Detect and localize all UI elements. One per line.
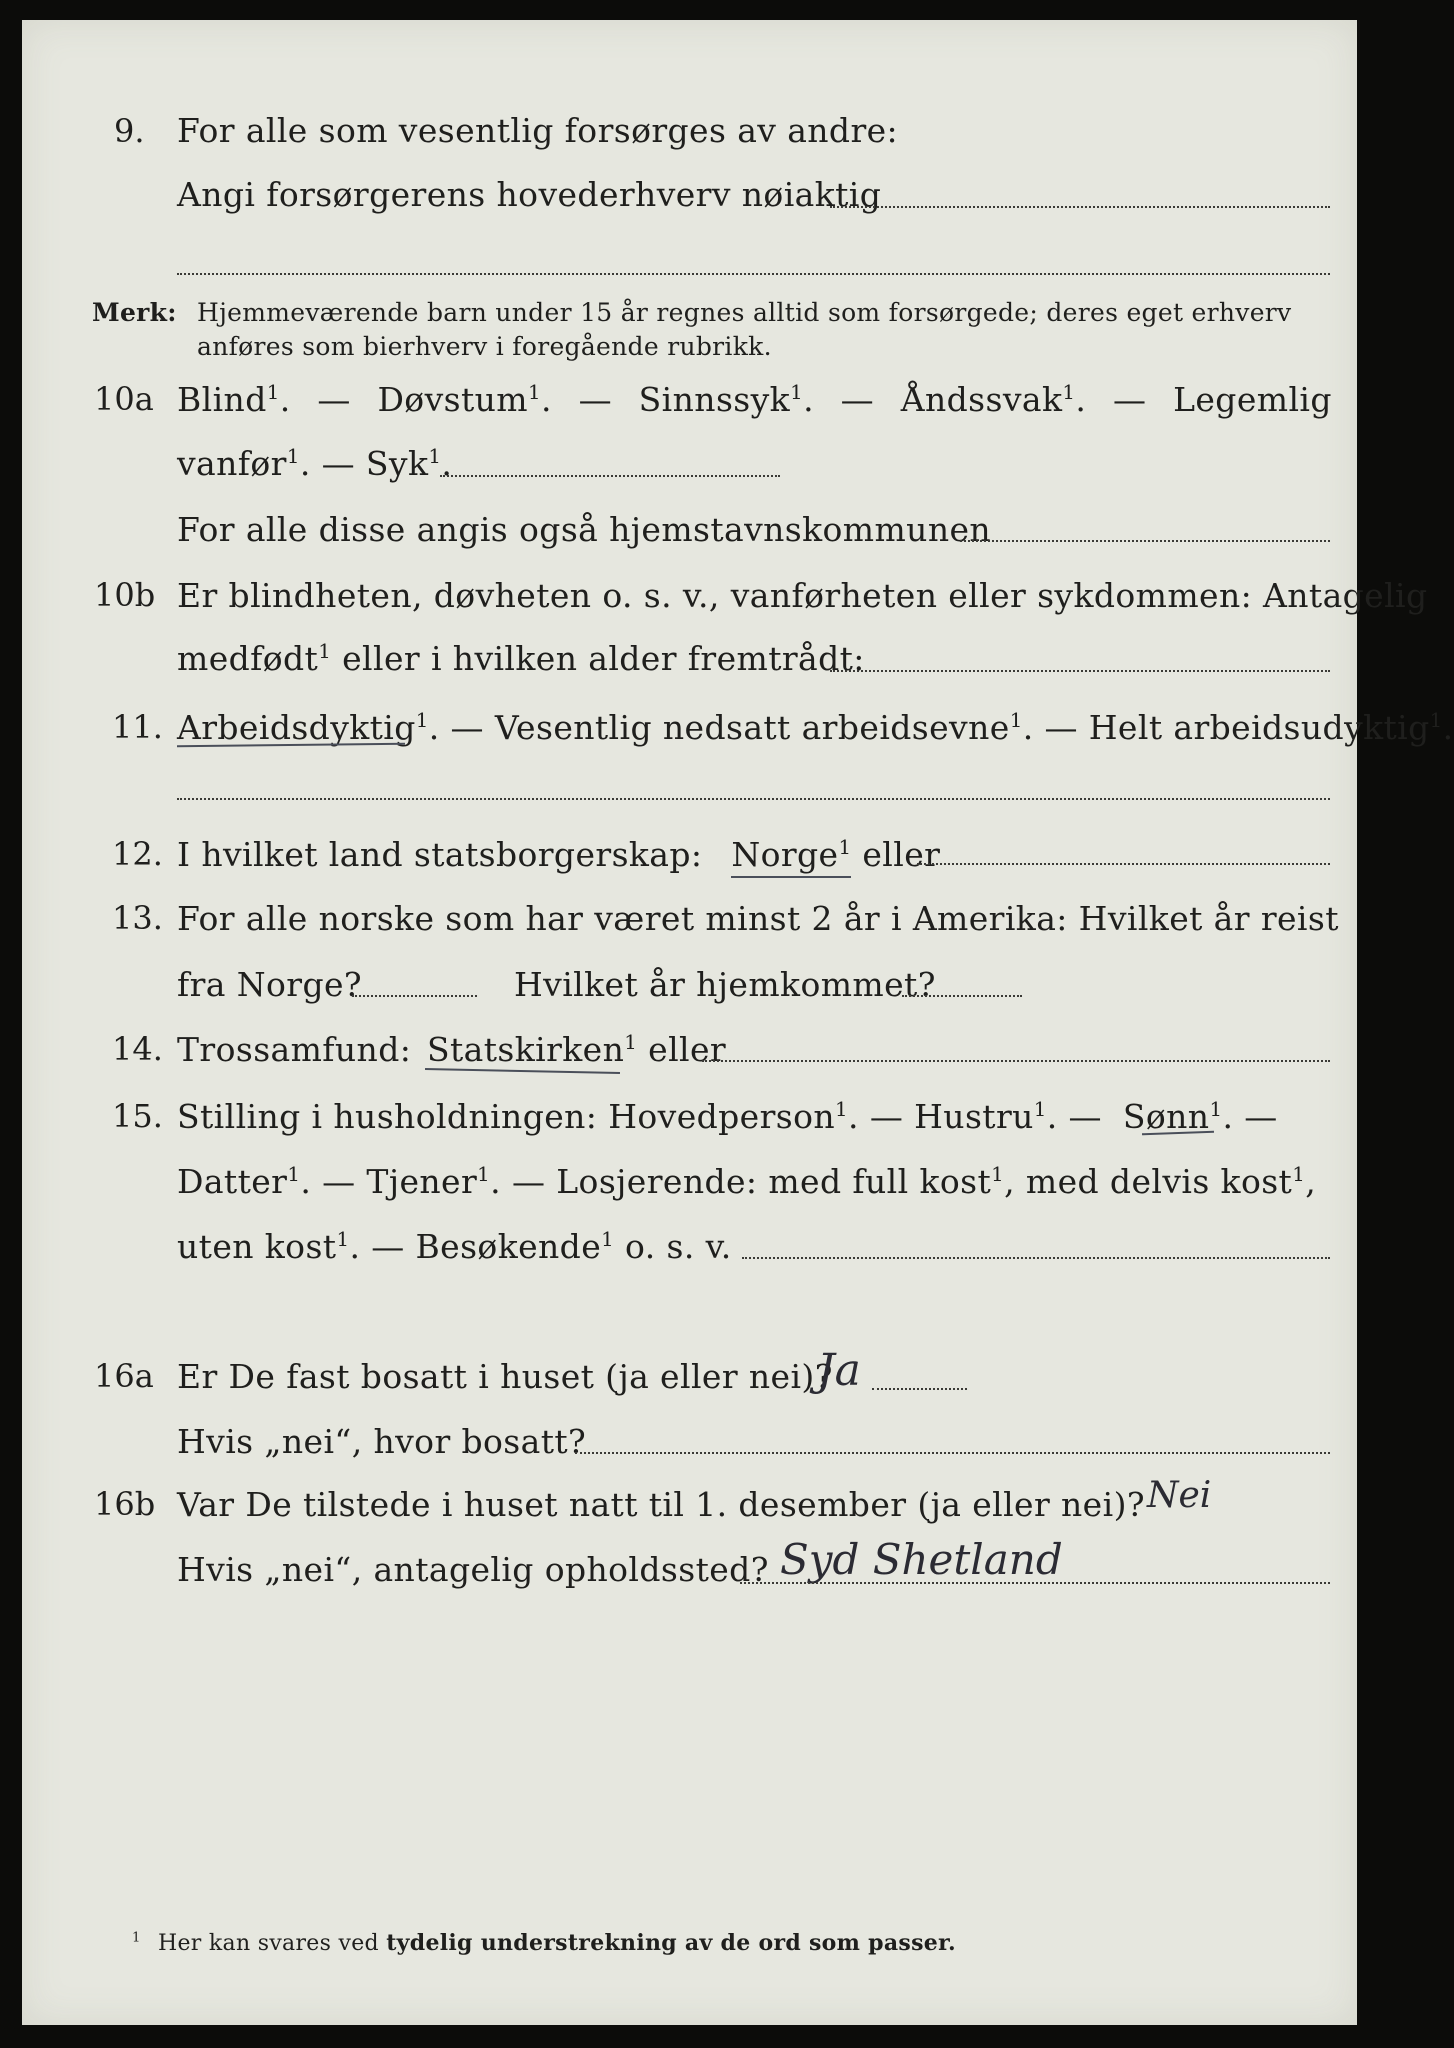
q13-number: 13. bbox=[112, 899, 163, 937]
q14-statskirken[interactable]: Statskirken$^1$ bbox=[427, 1030, 638, 1069]
q16a-question: Er De fast bosatt i huset (ja eller nei)? bbox=[177, 1357, 833, 1396]
footnote-mark: 1 bbox=[132, 1930, 141, 1946]
q10a-line2 bbox=[177, 444, 452, 483]
q14-question: Trossamfund: bbox=[177, 1030, 412, 1069]
q10b-alder-label: eller i hvilken alder fremtrådt: bbox=[342, 639, 865, 678]
q10b-medfodt[interactable]: medfødt$^1$ bbox=[177, 639, 332, 678]
q10a-vanfor[interactable]: vanfør$^1$. bbox=[177, 444, 311, 483]
dash: — bbox=[578, 380, 612, 419]
dash: — bbox=[321, 444, 356, 483]
q16b-question: Var De tilstede i huset natt til 1. desember (ja eller nei)? bbox=[177, 1485, 1145, 1524]
merk-text-1: Hjemmeværende barn under 15 år regnes alltid som forsørgede; deres eget erhverv bbox=[197, 298, 1292, 327]
q13-hjemkommet-line[interactable] bbox=[902, 995, 1022, 997]
q10a-sinnssyk[interactable]: Sinnssyk$^1$. bbox=[638, 380, 814, 419]
q16b-handwritten-answer[interactable]: Nei bbox=[1147, 1475, 1212, 1516]
q16a-bosatt-line[interactable] bbox=[575, 1452, 1330, 1454]
q14-number: 14. bbox=[112, 1030, 163, 1068]
q10b-question: Er blindheten, døvheten o. s. v., vanførheten eller sykdommen: Antagelig bbox=[177, 576, 1428, 615]
q14-eller[interactable]: eller bbox=[648, 1030, 727, 1069]
q10a-answer-line[interactable] bbox=[440, 475, 780, 477]
q15-answer-line[interactable] bbox=[742, 1257, 1330, 1259]
q11-answer-line[interactable] bbox=[177, 798, 1330, 800]
q14-options bbox=[427, 1030, 726, 1069]
q10a-hjemstavn-label: For alle disse angis også hjemstavnskommunen bbox=[177, 510, 992, 549]
q13-reist-label: fra Norge? bbox=[177, 965, 363, 1004]
census-form-page bbox=[22, 20, 1454, 2025]
footnote-text-b: tydelig understrekning av de ord som passer. bbox=[386, 1930, 956, 1956]
q13-reist-line[interactable] bbox=[352, 995, 477, 997]
q11-arbeidsdyktig[interactable]: Arbeidsdyktig$^1$ bbox=[177, 708, 429, 747]
q11-number: 11. bbox=[112, 708, 163, 746]
q12-eller[interactable]: eller bbox=[862, 835, 941, 874]
q16b-opholdssted-line[interactable] bbox=[740, 1582, 1330, 1584]
q10a-hjemstavn-line[interactable] bbox=[960, 540, 1330, 542]
q10a-andssvak[interactable]: Åndssvak$^1$. bbox=[900, 380, 1087, 419]
q12-question: I hvilket land statsborgerskap: Norge$^1$ eller bbox=[177, 835, 940, 874]
q9-occupation-label: Angi forsørgerens hovederhverv nøiaktig bbox=[177, 175, 882, 214]
q10a-legemlig[interactable]: Legemlig bbox=[1173, 380, 1332, 419]
q11-udyktig[interactable]: . — Helt arbeidsudyktig bbox=[1022, 708, 1430, 747]
q16b-number: 16b bbox=[94, 1485, 156, 1523]
q9-question: For alle som vesentlig forsørges av andre: bbox=[177, 111, 899, 150]
q10a-dovstum[interactable]: Døvstum$^1$. bbox=[377, 380, 552, 419]
q12-norge[interactable]: Norge$^1$ bbox=[731, 835, 851, 878]
footnote bbox=[132, 1930, 956, 1956]
q12-number: 12. bbox=[112, 835, 163, 873]
q10a-syk[interactable]: Syk$^1$. bbox=[365, 444, 453, 483]
q16a-answer-line[interactable] bbox=[872, 1388, 967, 1390]
dash: — bbox=[1112, 380, 1147, 419]
q10a-number: 10a bbox=[94, 380, 154, 418]
q11-options: Arbeidsdyktig$^1$. — Vesentlig nedsatt arbeidsevne$^1$. — Helt arbeidsudyktig$^1$. bbox=[177, 708, 1454, 747]
q14-answer-line[interactable] bbox=[702, 1060, 1330, 1062]
dash: — bbox=[840, 380, 875, 419]
q10b-answer-line[interactable] bbox=[830, 670, 1330, 672]
q9-number: 9. bbox=[114, 112, 145, 150]
q9-answer-line[interactable] bbox=[830, 206, 1330, 208]
q15-line3: uten kost$^1$. — Besøkende$^1$ o. s. v. bbox=[177, 1227, 732, 1266]
q16a-number: 16a bbox=[94, 1357, 154, 1395]
footnote-text-a: Her kan svares ved bbox=[158, 1931, 379, 1956]
q13-hjemkommet-label: Hvilket år hjemkommet? bbox=[514, 965, 936, 1004]
q9-answer-line-2[interactable] bbox=[177, 273, 1330, 275]
merk-text-2: anføres som bierhverv i foregående rubrikk. bbox=[197, 332, 772, 361]
q15-sonn[interactable]: Sønn$^1$ bbox=[1122, 1097, 1223, 1136]
q16a-bosatt-label: Hvis „nei“, hvor bosatt? bbox=[177, 1422, 587, 1461]
q16b-handwritten-place[interactable]: Syd Shetland bbox=[780, 1535, 1063, 1584]
q16b-opholdssted-label: Hvis „nei“, antagelig opholdssted? bbox=[177, 1550, 769, 1589]
dash: — bbox=[317, 380, 351, 419]
merk-label: Merk: bbox=[92, 298, 177, 327]
q11-nedsatt[interactable]: . — Vesentlig nedsatt arbeidsevne bbox=[428, 708, 1010, 747]
q10a-conditions bbox=[177, 380, 1332, 419]
q15-number: 15. bbox=[112, 1097, 163, 1135]
q16a-handwritten-answer[interactable]: Ja bbox=[817, 1345, 861, 1396]
q12-answer-line[interactable] bbox=[917, 863, 1330, 865]
q10b-number: 10b bbox=[94, 576, 156, 614]
q10b-line2 bbox=[177, 639, 865, 678]
q15-line2: Datter$^1$. — Tjener$^1$. — Losjerende: med full kost$^1$, med delvis kost$^1$, bbox=[177, 1162, 1317, 1201]
q13-question: For alle norske som har været minst 2 år i Amerika: Hvilket år reist bbox=[177, 899, 1339, 938]
q15-line1: Stilling i husholdningen: Hovedperson$^1$. — Hustru$^1$. — Sønn$^1$. — bbox=[177, 1097, 1278, 1136]
q10a-blind[interactable]: Blind$^1$. bbox=[177, 380, 291, 419]
